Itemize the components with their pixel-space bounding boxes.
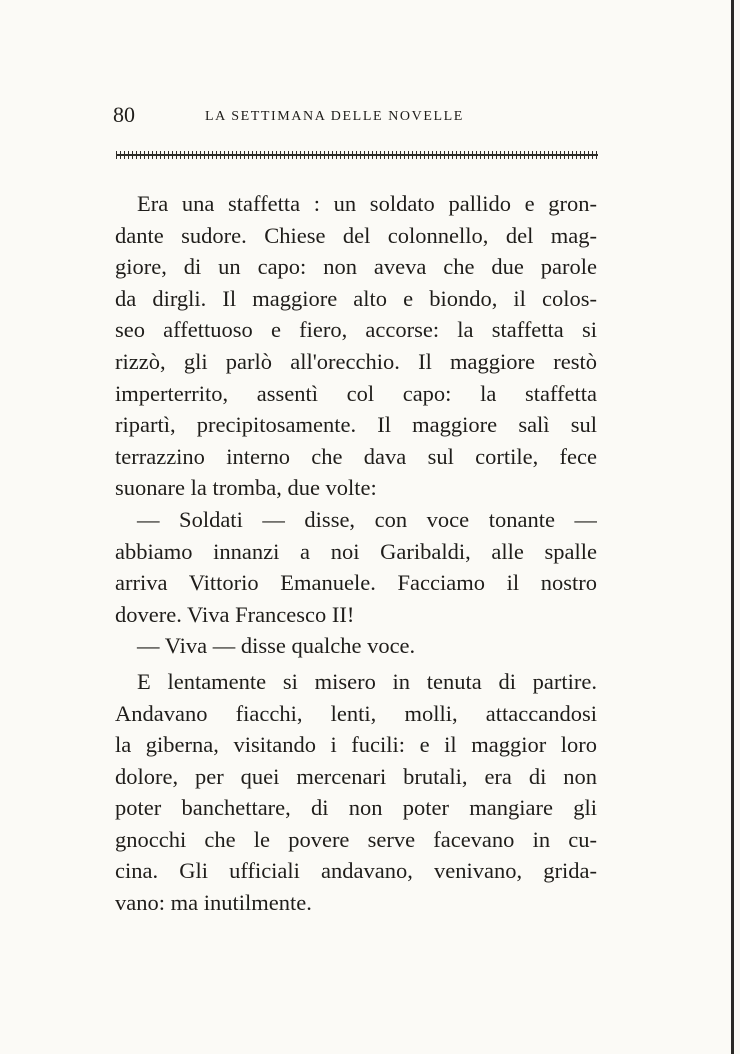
body-text: [115, 188, 597, 919]
text-line: dante sudore. Chiese del colonnello, del mag-: [115, 222, 597, 248]
text-line: — Viva — disse qualche voce.: [137, 633, 416, 659]
text-line: giore, di un capo: non aveva che due parole: [115, 254, 597, 280]
text-line: vano: ma inutilmente.: [115, 890, 312, 916]
text-line: — Soldati — disse, con voce tonante —: [137, 506, 597, 532]
text-line: terrazzino interno che dava sul cortile, fece: [115, 443, 597, 469]
page-number: 80: [113, 102, 135, 127]
page-header: [113, 98, 603, 138]
text-line: seo affettuoso e fiero, accorse: la staffetta si: [115, 317, 597, 343]
text-line: Andavano fiacchi, lenti, molli, attaccandosi: [115, 700, 597, 726]
text-line: dolore, per quei mercenari brutali, era di non: [115, 763, 597, 789]
text-line: rizzò, gli parlò all'orecchio. Il maggiore restò: [115, 348, 597, 374]
text-line: Era una staffetta : un soldato pallido e gron-: [137, 191, 597, 216]
paragraph: [115, 188, 597, 504]
text-line: suonare la tromba, due volte:: [115, 475, 377, 501]
page-edge: [731, 0, 734, 1054]
ornamental-rule: [116, 150, 598, 160]
paragraph: [115, 504, 597, 630]
text-line: gnocchi che le povere serve facevano in cu-: [115, 826, 597, 852]
text-line: ripartì, precipitosamente. Il maggiore salì sul: [115, 412, 597, 438]
paragraph: [115, 630, 597, 662]
paragraph: [115, 666, 597, 919]
text-line: arriva Vittorio Emanuele. Facciamo il nostro: [115, 570, 597, 596]
text-line: la giberna, visitando i fucili: e il maggior loro: [115, 732, 597, 758]
text-line: E lentamente si misero in tenuta di partire.: [137, 668, 597, 694]
text-line: abbiamo innanzi a noi Garibaldi, alle spalle: [115, 538, 597, 564]
text-line: dovere. Viva Francesco II!: [115, 601, 355, 627]
text-line: da dirgli. Il maggiore alto e biondo, il colos-: [115, 285, 597, 311]
text-line: cina. Gli ufficiali andavano, venivano, grida-: [115, 858, 597, 884]
text-line: imperterrito, assentì col capo: la staffetta: [115, 380, 597, 406]
text-line: poter banchettare, di non poter mangiare gli: [115, 795, 597, 821]
running-title: LA SETTIMANA DELLE NOVELLE: [205, 109, 464, 124]
